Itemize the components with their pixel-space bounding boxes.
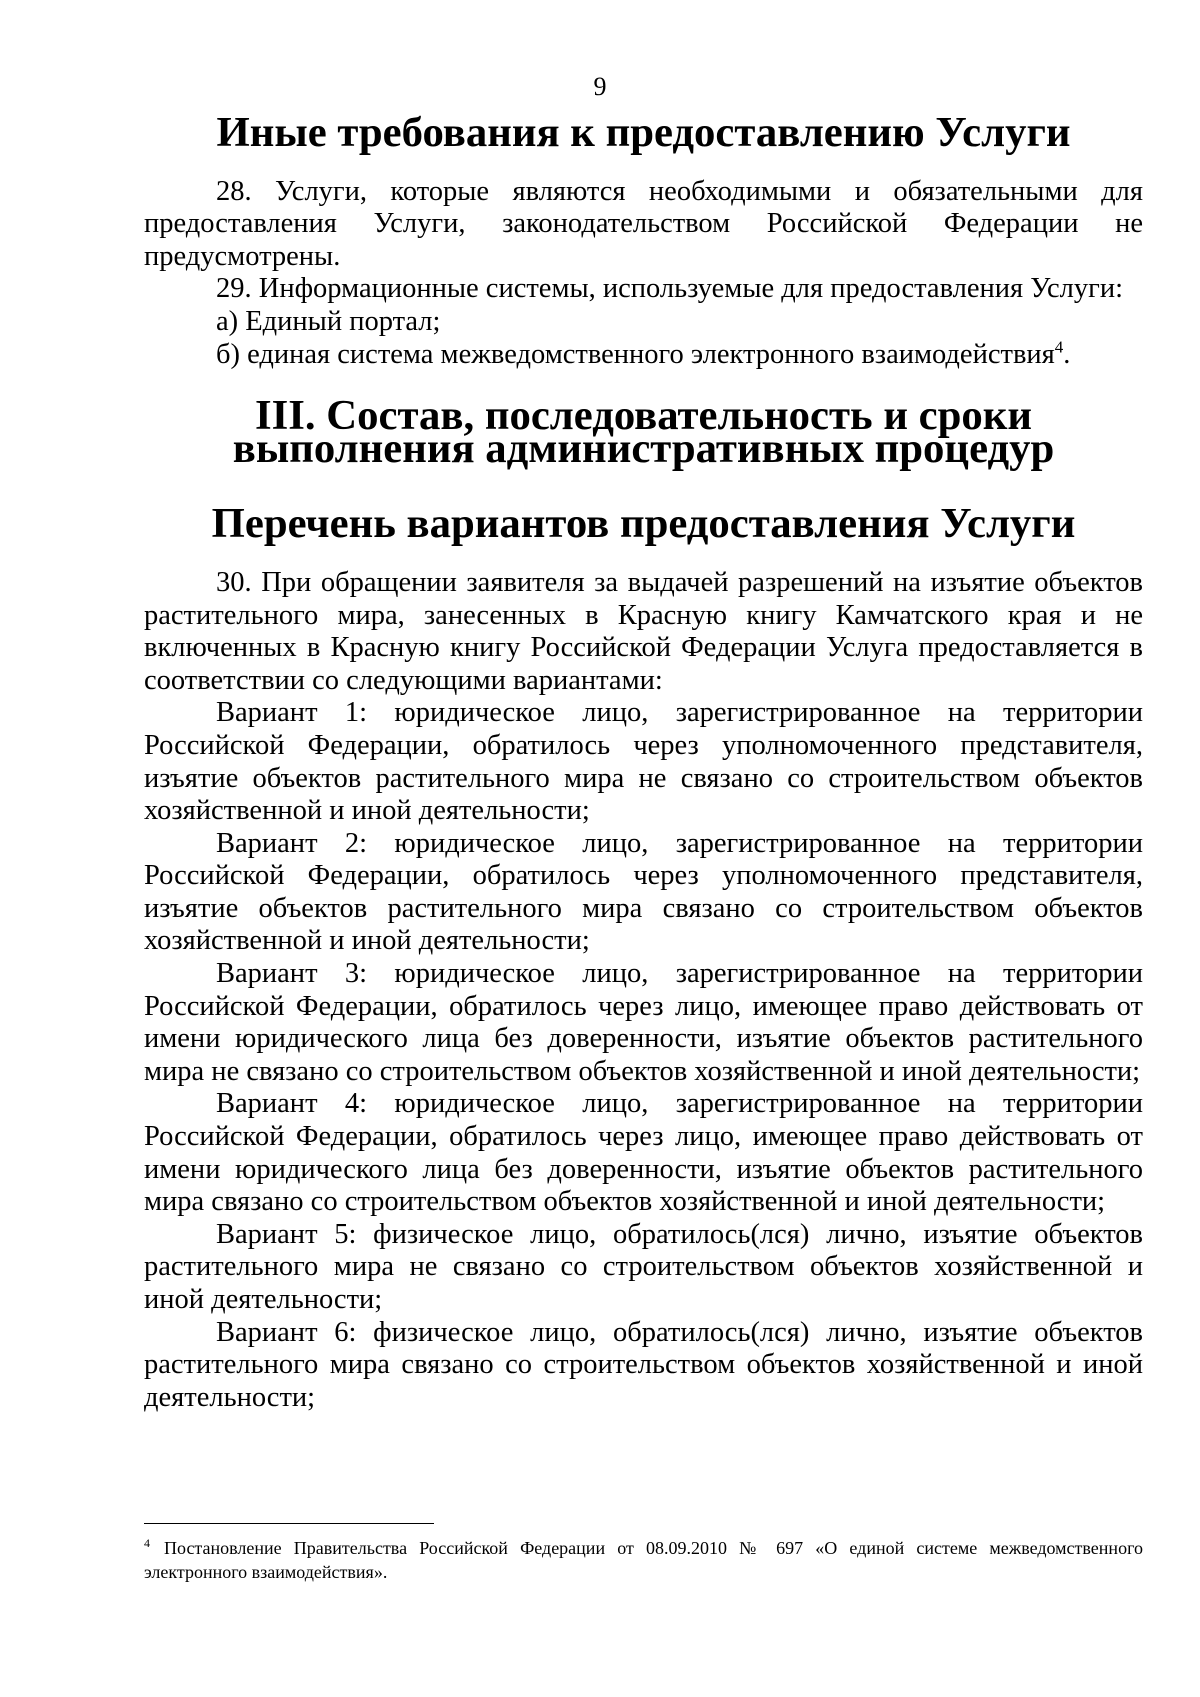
heading-other-requirements: Иные требования к предоставлению Услуги	[216, 109, 1071, 156]
heading-section-three: III. Состав, последовательность и сроки выполнения административных процедур	[232, 392, 1055, 472]
list-item-a: а) Единый портал;	[216, 305, 441, 337]
heading-variants-list: Перечень вариантов предоставления Услуги	[211, 500, 1076, 548]
paragraph-28: 28. Услуги, которые являются необходимыми и обязательными для предоставления Услуги, законодательством Российской Федерации не предусмотрены.	[144, 175, 1143, 272]
page-content	[144, 109, 1143, 1414]
list-item-b-text: б) единая система межведомственного электронного взаимодействия	[216, 338, 1055, 370]
list-item-b-end: .	[1063, 338, 1071, 370]
variant-3: Вариант 3: юридическое лицо, зарегистрированное на территории Российской Федерации, обратилось через лицо, имеющее право действовать от имени юридического лица без доверенности, изъятие объектов растительного мира не связано со строительством объектов хозяйственной и иной деятельности;	[144, 958, 1143, 1087]
page-number: 9	[593, 72, 607, 101]
footnote-divider	[144, 1523, 434, 1524]
paragraph-30: 30. При обращении заявителя за выдачей разрешений на изъятие объектов растительного мира, занесенных в Красную книгу Камчатского края и не включенных в Красную книгу Российской Федерации Услуга предоставляется в соответствии со следующими вариантами:	[144, 566, 1143, 696]
paragraph-29: 29. Информационные системы, используемые для предоставления Услуги:	[216, 273, 1123, 305]
variant-1: Вариант 1: юридическое лицо, зарегистрированное на территории Российской Федерации, обратилось через уполномоченного представителя, изъятие объектов растительного мира не связано со строительством объектов хозяйственной и иной деятельности;	[144, 697, 1143, 827]
variant-5: Вариант 5: физическое лицо, обратилось(лся) лично, изъятие объектов растительного мира не связано со строительством объектов хозяйственной и иной деятельности;	[144, 1218, 1143, 1315]
variant-6: Вариант 6: физическое лицо, обратилось(лся) лично, изъятие объектов растительного мира связано со строительством объектов хозяйственной и иной деятельности;	[144, 1316, 1143, 1413]
variant-2: Вариант 2: юридическое лицо, зарегистрированное на территории Российской Федерации, обратилось через уполномоченного представителя, изъятие объектов растительного мира связано со строительством объектов хозяйственной и иной деятельности;	[144, 827, 1143, 957]
footnote-reference: 4	[1054, 337, 1064, 357]
footnote	[144, 1536, 1143, 1584]
footnote-marker: 4	[144, 1536, 150, 1550]
variant-4: Вариант 4: юридическое лицо, зарегистрированное на территории Российской Федерации, обратилось через лицо, имеющее право действовать от имени юридического лица без доверенности, изъятие объектов растительного мира связано со строительством объектов хозяйственной и иной деятельности;	[144, 1088, 1143, 1218]
list-item-b	[144, 339, 1143, 372]
footnote-text: Постановление Правительства Российской Федерации от 08.09.2010 № 697 «О единой системе межведомственного электронного взаимодействия».	[144, 1538, 1143, 1582]
